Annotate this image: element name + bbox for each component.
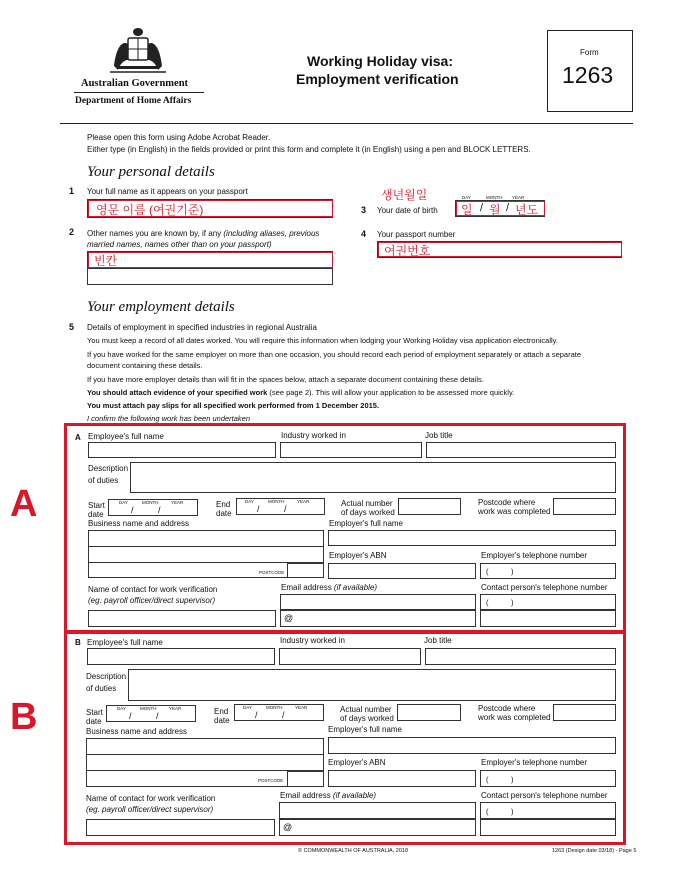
b-description-label-1: Description bbox=[86, 672, 127, 681]
employment-paragraph-1: You must keep a record of all dates worked. You will require this information when lodging your Working Holiday visa application electronically. bbox=[87, 336, 558, 345]
dob-day-label: DAY bbox=[462, 195, 471, 200]
a-employer-name-label: Employer's full name bbox=[329, 519, 403, 528]
question-2-label-b: (including aliases, previous bbox=[223, 229, 320, 238]
section-b-marker: B bbox=[10, 696, 38, 738]
b-start-slash-1: / bbox=[129, 711, 132, 721]
b-employer-phone-label: Employer's telephone number bbox=[481, 758, 588, 767]
a-start-month: MONTH bbox=[142, 500, 159, 505]
a-start-slash-1: / bbox=[131, 505, 134, 515]
a-postcode-field[interactable] bbox=[287, 563, 324, 578]
a-postcode-where-label-1: Postcode where bbox=[478, 498, 536, 507]
footer-copyright: © COMMONWEALTH OF AUSTRALIA, 2018 bbox=[298, 848, 408, 854]
other-names-value: 빈칸 bbox=[94, 254, 118, 268]
question-2-label-line-1 bbox=[87, 229, 319, 238]
b-contact-phone-field-2[interactable] bbox=[480, 819, 616, 836]
a-employee-name-field[interactable] bbox=[88, 442, 276, 458]
b-end-slash-2: / bbox=[282, 710, 285, 720]
b-email-at: @ bbox=[283, 822, 293, 832]
dob-year-label: YEAR bbox=[512, 195, 525, 200]
section-a-marker: A bbox=[10, 483, 38, 525]
employment-paragraph-2a: If you have worked for the same employer on more than one occasion, you should record each period of employment separately or attach a separate bbox=[87, 350, 582, 359]
a-business-name-label: Business name and address bbox=[88, 519, 189, 528]
b-email-field-2[interactable] bbox=[279, 819, 476, 836]
form-title-line-1: Working Holiday visa: bbox=[307, 53, 453, 69]
b-contact-name-field[interactable] bbox=[86, 819, 275, 836]
b-business-name-label: Business name and address bbox=[86, 727, 187, 736]
b-industry-label: Industry worked in bbox=[280, 636, 345, 645]
form-label: Form bbox=[580, 48, 599, 57]
b-postcode-field[interactable] bbox=[287, 771, 324, 787]
b-employer-name-field[interactable] bbox=[328, 737, 616, 754]
question-2-number: 2 bbox=[69, 227, 75, 237]
b-contact-label-2: (eg. payroll officer/direct supervisor) bbox=[86, 805, 214, 814]
a-email-field-1[interactable] bbox=[280, 594, 476, 610]
a-industry-label: Industry worked in bbox=[281, 431, 346, 440]
b-employer-phone-close: ) bbox=[511, 775, 514, 784]
personal-details-heading: Your personal details bbox=[87, 164, 215, 180]
b-job-title-field[interactable] bbox=[425, 648, 616, 665]
employment-paragraph-4 bbox=[87, 388, 514, 397]
b-contact-phone-label: Contact person's telephone number bbox=[481, 791, 608, 800]
b-email-field-1[interactable] bbox=[279, 802, 476, 819]
a-job-title-label: Job title bbox=[425, 431, 453, 440]
a-postcode-where-label-2: work was completed bbox=[478, 507, 551, 516]
b-description-field[interactable] bbox=[128, 669, 616, 701]
b-postcode-where-label-1: Postcode where bbox=[478, 704, 536, 713]
question-2-label-line-2: married names, names other than on your passport) bbox=[87, 240, 272, 249]
b-abn-label: Employer's ABN bbox=[328, 758, 386, 767]
a-employer-phone-close: ) bbox=[511, 567, 514, 576]
dob-annotation: 생년월일 bbox=[381, 188, 428, 202]
a-start-slash-2: / bbox=[158, 505, 161, 515]
a-end-label-2: date bbox=[216, 509, 232, 518]
b-start-month: MONTH bbox=[140, 706, 157, 711]
a-employer-name-field[interactable] bbox=[328, 530, 616, 546]
b-end-year: YEAR bbox=[295, 705, 308, 710]
dob-slash-2: / bbox=[506, 202, 510, 214]
b-employer-phone-field[interactable] bbox=[480, 770, 616, 787]
a-contact-phone-close: ) bbox=[511, 598, 514, 607]
b-email-label-text: Email address bbox=[280, 791, 333, 800]
a-description-label-2: of duties bbox=[88, 476, 119, 485]
question-4-label: Your passport number bbox=[377, 230, 456, 239]
a-contact-phone-open: ( bbox=[486, 598, 489, 607]
a-email-label-text: Email address bbox=[281, 583, 334, 592]
question-5-number: 5 bbox=[69, 322, 75, 332]
employment-paragraph-5: You must attach pay slips for all specified work performed from 1 December 2015. bbox=[87, 401, 380, 410]
b-actual-days-field[interactable] bbox=[397, 704, 461, 721]
a-postcode-label: POSTCODE bbox=[259, 570, 285, 575]
a-description-label-1: Description bbox=[88, 464, 129, 473]
a-abn-field[interactable] bbox=[328, 563, 476, 579]
b-actual-days-label-2: of days worked bbox=[340, 714, 394, 723]
a-abn-label: Employer's ABN bbox=[329, 551, 387, 560]
b-end-month: MONTH bbox=[266, 705, 283, 710]
b-employee-name-label: Employee's full name bbox=[87, 638, 163, 647]
a-actual-days-label-2: of days worked bbox=[341, 508, 395, 517]
a-employer-phone-label: Employer's telephone number bbox=[481, 551, 588, 560]
department-name: Department of Home Affairs bbox=[75, 96, 192, 106]
a-actual-days-label-1: Actual number bbox=[341, 499, 393, 508]
b-end-slash-1: / bbox=[255, 710, 258, 720]
b-start-year: YEAR bbox=[169, 706, 182, 711]
question-3-label: Your date of birth bbox=[377, 206, 438, 215]
form-number-box bbox=[547, 30, 633, 112]
b-industry-field[interactable] bbox=[279, 648, 421, 665]
b-contact-phone-close: ) bbox=[511, 807, 514, 816]
dob-slash-1: / bbox=[480, 202, 484, 214]
b-email-label bbox=[280, 791, 376, 800]
a-contact-phone-label: Contact person's telephone number bbox=[481, 583, 608, 592]
b-contact-phone-open: ( bbox=[486, 807, 489, 816]
b-postcode-where-field[interactable] bbox=[553, 704, 616, 721]
b-employer-phone-open: ( bbox=[486, 775, 489, 784]
b-description-label-2: of duties bbox=[86, 684, 117, 693]
employment-paragraph-4-rest: (see page 2). This will allow your application to be assessed more quickly. bbox=[267, 388, 515, 397]
a-end-day: DAY bbox=[245, 499, 254, 504]
question-2-label-a: Other names you are known by, if any bbox=[87, 229, 224, 238]
footer-page: 1263 (Design date 03/18) - Page 5 bbox=[552, 848, 637, 854]
form-number: 1263 bbox=[562, 62, 614, 88]
a-end-slash-1: / bbox=[257, 504, 260, 514]
question-5-label: Details of employment in specified industries in regional Australia bbox=[87, 323, 317, 332]
a-start-label-2: date bbox=[88, 510, 104, 519]
section-b-letter: B bbox=[75, 638, 81, 647]
a-start-year: YEAR bbox=[171, 500, 184, 505]
question-4-number: 4 bbox=[361, 229, 367, 239]
other-names-annotation-box bbox=[88, 252, 333, 268]
a-email-field-2[interactable] bbox=[280, 610, 476, 627]
b-abn-field[interactable] bbox=[328, 770, 476, 787]
a-contact-name-field[interactable] bbox=[88, 610, 276, 627]
other-names-field-2[interactable] bbox=[87, 268, 333, 285]
question-1-label: Your full name as it appears on your passport bbox=[87, 187, 248, 196]
b-start-slash-2: / bbox=[156, 711, 159, 721]
b-employer-name-label: Employer's full name bbox=[328, 725, 402, 734]
b-job-title-label: Job title bbox=[424, 636, 452, 645]
a-employer-phone-field[interactable] bbox=[480, 563, 616, 579]
b-postcode-label: POSTCODE bbox=[258, 778, 284, 783]
b-start-label-2: date bbox=[86, 717, 102, 726]
a-end-month: MONTH bbox=[268, 499, 285, 504]
a-description-field[interactable] bbox=[130, 462, 616, 493]
a-email-label bbox=[281, 583, 377, 592]
dob-month-value: 월 bbox=[489, 203, 501, 217]
b-start-label-1: Start bbox=[86, 708, 103, 717]
b-contact-phone-field[interactable] bbox=[480, 802, 616, 819]
government-name: Australian Government bbox=[81, 78, 189, 89]
header-divider bbox=[60, 123, 633, 124]
employment-paragraph-3: If you have more employer details than will fit in the spaces below, attach a separate document containing these details. bbox=[87, 375, 484, 384]
employment-paragraph-4-bold: You should attach evidence of your specified work bbox=[87, 388, 268, 397]
a-employer-phone-open: ( bbox=[486, 567, 489, 576]
dob-year-value: 년도 bbox=[515, 203, 539, 217]
dob-month-label: MONTH bbox=[486, 195, 503, 200]
a-employee-name-label: Employee's full name bbox=[88, 432, 164, 441]
question-1-number: 1 bbox=[69, 186, 75, 196]
employment-details-heading: Your employment details bbox=[87, 299, 235, 315]
a-contact-label-2: (eg. payroll officer/direct supervisor) bbox=[88, 596, 216, 605]
form-title-line-2: Employment verification bbox=[296, 71, 459, 87]
b-end-day: DAY bbox=[243, 705, 252, 710]
b-email-label-note: (if available) bbox=[332, 791, 377, 800]
a-email-label-note: (if available) bbox=[333, 583, 378, 592]
a-end-year: YEAR bbox=[297, 499, 310, 504]
a-end-slash-2: / bbox=[284, 504, 287, 514]
b-address-line-1 bbox=[86, 754, 324, 755]
passport-number-value: 여권번호 bbox=[384, 244, 431, 258]
intro-line-2: Either type (in English) in the fields provided or print this form and complete it (in English) using a pen and BLOCK LETTERS. bbox=[87, 145, 531, 154]
a-contact-phone-field-2[interactable] bbox=[480, 610, 616, 627]
a-address-line-1 bbox=[88, 546, 324, 547]
full-name-value: 영문 이름 (여권기준) bbox=[96, 203, 204, 217]
header-rule bbox=[74, 92, 204, 93]
employment-paragraph-6: I confirm the following work has been undertaken bbox=[87, 414, 251, 423]
a-start-day: DAY bbox=[119, 500, 128, 505]
intro-line-1: Please open this form using Adobe Acrobat Reader. bbox=[87, 133, 271, 142]
dob-day-value: 일 bbox=[461, 203, 473, 217]
question-3-number: 3 bbox=[361, 205, 367, 215]
b-end-label-2: date bbox=[214, 716, 230, 725]
b-postcode-where-label-2: work was completed bbox=[478, 713, 551, 722]
b-end-label-1: End bbox=[214, 707, 229, 716]
government-crest bbox=[104, 26, 172, 76]
a-contact-phone-field[interactable] bbox=[480, 594, 616, 610]
a-industry-field[interactable] bbox=[280, 442, 422, 458]
b-contact-label-1: Name of contact for work verification bbox=[86, 794, 216, 803]
a-postcode-where-field[interactable] bbox=[553, 498, 616, 515]
a-actual-days-field[interactable] bbox=[398, 498, 461, 515]
b-employee-name-field[interactable] bbox=[87, 648, 275, 665]
b-start-day: DAY bbox=[117, 706, 126, 711]
b-actual-days-label-1: Actual number bbox=[340, 705, 392, 714]
employment-paragraph-2b: document containing these details. bbox=[87, 361, 203, 370]
a-end-label-1: End bbox=[216, 500, 231, 509]
a-contact-label-1: Name of contact for work verification bbox=[88, 585, 218, 594]
a-email-at: @ bbox=[284, 613, 294, 623]
a-start-label-1: Start bbox=[88, 501, 105, 510]
section-a-letter: A bbox=[75, 433, 81, 442]
a-job-title-field[interactable] bbox=[426, 442, 616, 458]
